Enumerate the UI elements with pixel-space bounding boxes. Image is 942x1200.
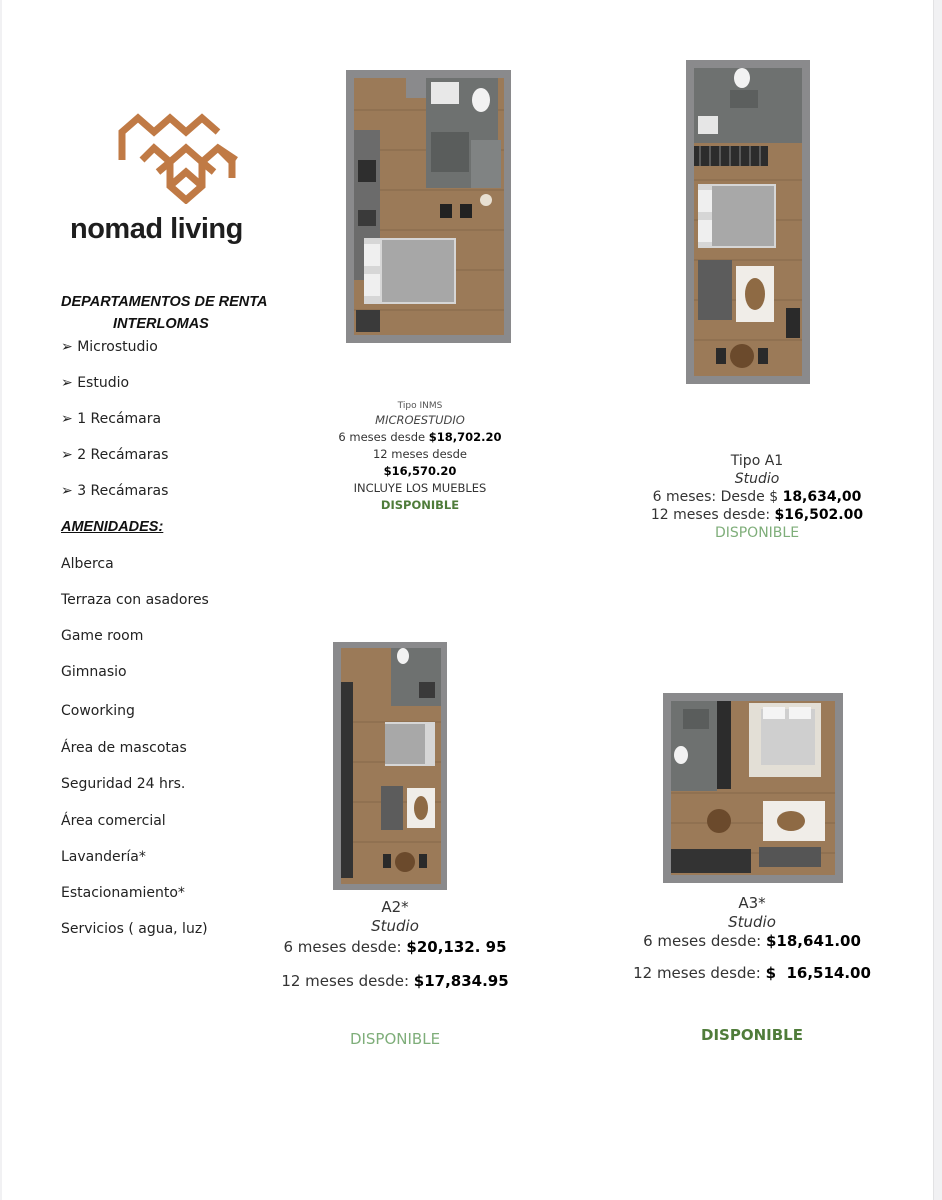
bullet-arrow-icon: ➢ — [61, 447, 73, 463]
amenity-item: Servicios ( agua, luz) — [61, 921, 208, 937]
status-badge: DISPONIBLE — [714, 525, 800, 541]
unit-caption-a3 — [622, 894, 882, 1044]
floor-plan-a1 — [686, 60, 810, 384]
amenity-item: Terraza con asadores — [61, 592, 209, 608]
unit-name: MICROESTUDIO — [375, 413, 465, 427]
unit-type-item: ➢ 1 Recámara — [61, 411, 162, 427]
bullet-arrow-icon: ➢ — [61, 375, 73, 391]
bullet-arrow-icon: ➢ — [61, 411, 73, 427]
amenities-heading: AMENIDADES: — [61, 519, 164, 535]
six-month-price: 6 meses desde: $20,132. 95 — [283, 938, 507, 956]
floor-plan-a2 — [333, 642, 447, 890]
unit-name: Studio — [728, 913, 776, 931]
unit-type-item: ➢ Estudio — [61, 375, 130, 391]
amenity-item: Alberca — [61, 556, 114, 572]
status-badge: DISPONIBLE — [701, 1026, 803, 1044]
unit-caption-a1 — [637, 453, 877, 541]
status-badge: DISPONIBLE — [349, 1030, 441, 1048]
six-month-price: 6 meses desde $18,702.20 — [338, 430, 502, 444]
twelve-month-label: 12 meses desde — [372, 447, 468, 461]
amenity-item: Game room — [61, 628, 144, 644]
amenity-item: Seguridad 24 hrs. — [61, 776, 186, 792]
amenity-item: Área comercial — [61, 813, 166, 829]
twelve-month-price: 12 meses desde: $17,834.95 — [281, 972, 509, 990]
nomad-logo-icon — [116, 112, 246, 204]
furniture-note: INCLUYE LOS MUEBLES — [353, 481, 487, 495]
amenity-item: Estacionamiento* — [61, 885, 185, 901]
unit-type-code: Tipo A1 — [730, 453, 784, 469]
listing-subheading: INTERLOMAS — [113, 316, 209, 332]
listing-heading: DEPARTAMENTOS DE RENTA — [61, 294, 268, 310]
amenity-item: Coworking — [61, 703, 135, 719]
amenity-item: Gimnasio — [61, 664, 127, 680]
unit-name: Studio — [734, 471, 780, 487]
status-badge: DISPONIBLE — [380, 498, 460, 512]
bullet-arrow-icon: ➢ — [61, 339, 73, 355]
floor-plan-a3 — [663, 693, 843, 883]
twelve-month-price: 12 meses desde: $ 16,514.00 — [633, 964, 871, 982]
unit-type-item: ➢ 2 Recámaras — [61, 447, 169, 463]
unit-type-item: ➢ Microstudio — [61, 339, 158, 355]
unit-name: Studio — [371, 917, 419, 935]
six-month-price: 6 meses desde: $18,641.00 — [643, 932, 861, 950]
unit-type-item: ➢ 3 Recámaras — [61, 483, 169, 499]
unit-caption-microestudio — [320, 401, 520, 512]
twelve-month-price: 12 meses desde: $16,502.00 — [650, 507, 864, 523]
unit-type-code: Tipo INMS — [397, 401, 443, 411]
bullet-arrow-icon: ➢ — [61, 483, 73, 499]
amenity-item: Área de mascotas — [61, 740, 187, 756]
twelve-month-price: $16,570.20 — [383, 464, 457, 478]
unit-type-code: A2* — [381, 898, 409, 916]
floor-plan-microestudio — [346, 70, 511, 343]
six-month-price: 6 meses: Desde $ 18,634,00 — [652, 489, 862, 505]
unit-type-code: A3* — [738, 894, 766, 912]
amenity-item: Lavandería* — [61, 849, 146, 865]
brand-name: nomad living — [70, 213, 243, 245]
unit-caption-a2 — [270, 898, 520, 1048]
